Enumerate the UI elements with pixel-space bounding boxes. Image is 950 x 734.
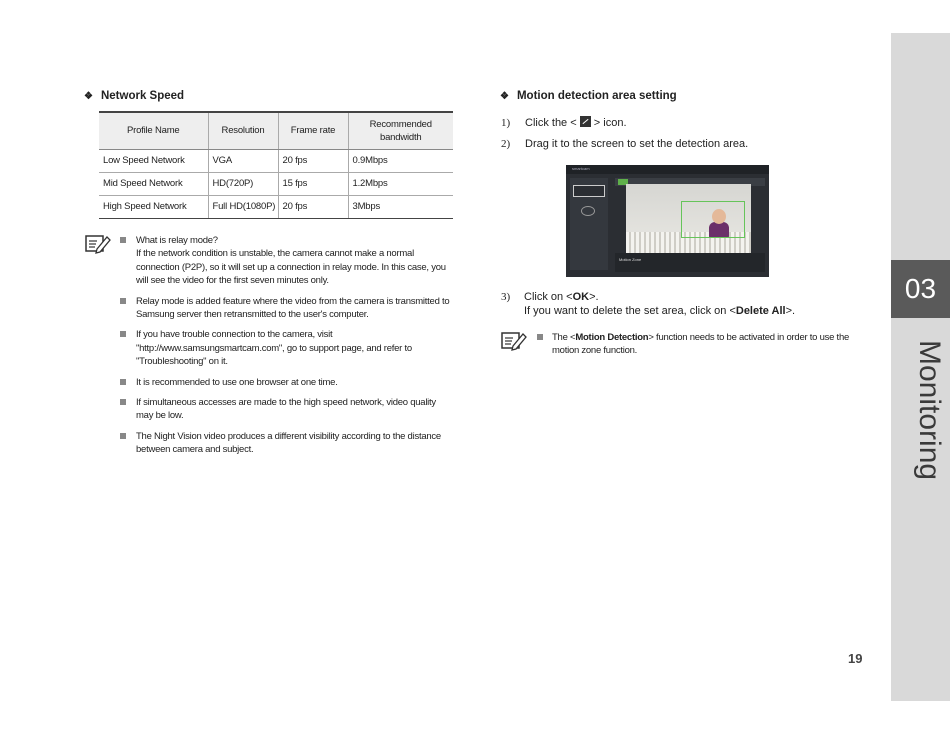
diamond-bullet-icon: ❖: [84, 91, 93, 102]
screenshot-logo: smartcam: [572, 166, 590, 171]
table-cell: 3Mbps: [348, 195, 453, 218]
motion-zone-screenshot: [566, 165, 769, 277]
table-cell: High Speed Network: [99, 195, 208, 218]
list-item: The <Motion Detection> function needs to be activated in order to use the motion zone function.: [537, 331, 867, 358]
diamond-bullet-icon: ❖: [500, 91, 509, 102]
column-header: Recommended bandwidth: [348, 112, 453, 149]
table-cell: VGA: [208, 149, 278, 172]
column-header: Frame rate: [278, 112, 348, 149]
table-cell: 1.2Mbps: [348, 172, 453, 195]
table-cell: 20 fps: [278, 149, 348, 172]
list-item: If simultaneous accesses are made to the high speed network, video quality may be low.: [120, 396, 455, 423]
list-item: It is recommended to use one browser at one time.: [120, 376, 455, 389]
list-item: Relay mode is added feature where the video from the camera is transmitted to Samsung server then retransmitted to the user's computer.: [120, 295, 455, 322]
motion-zone-rectangle: [681, 201, 745, 238]
column-header: Resolution: [208, 112, 278, 149]
table-header-row: [99, 112, 453, 149]
table-row: [99, 195, 453, 218]
note-icon: [501, 331, 527, 351]
screenshot-topbar: [566, 165, 769, 174]
list-item: What is relay mode? If the network condition is unstable, the camera cannot make a normal connection (P2P), so it will set up a connection in relay mode. In this case, you will see the video for the first seven minutes only.: [120, 234, 455, 288]
network-speed-table: [99, 111, 453, 219]
screenshot-camera-thumb: [573, 185, 605, 197]
list-item: The Night Vision video produces a different visibility according to the distance between camera and subject.: [120, 430, 455, 457]
chapter-title: Monitoring: [913, 340, 946, 481]
table-cell: 0.9Mbps: [348, 149, 453, 172]
table-row: [99, 172, 453, 195]
table-cell: Low Speed Network: [99, 149, 208, 172]
motion-area-notes: [537, 331, 867, 358]
screenshot-bottombar: [615, 253, 765, 272]
network-speed-notes: [120, 234, 455, 464]
table-row: [99, 149, 453, 172]
table-cell: 15 fps: [278, 172, 348, 195]
screenshot-left-panel: [570, 178, 608, 270]
column-header: Profile Name: [99, 112, 208, 149]
table-cell: 20 fps: [278, 195, 348, 218]
motion-zone-icon: [580, 116, 591, 127]
table-cell: Mid Speed Network: [99, 172, 208, 195]
page-number: 19: [848, 651, 863, 666]
network-speed-heading: ❖ Network Speed: [84, 90, 185, 102]
screenshot-motion-zone-label: Motion Zone: [619, 257, 642, 262]
note-icon: [85, 234, 111, 254]
list-item: If you have trouble connection to the camera, visit "http://www.samsungsmartcam.com", go to support page, and refer to "Troubleshooting" on it.: [120, 328, 455, 368]
table-cell: Full HD(1080P): [208, 195, 278, 218]
chapter-number: 03: [891, 260, 950, 318]
motion-area-heading: ❖ Motion detection area setting: [500, 90, 677, 102]
screenshot-camera-icon: [581, 206, 595, 216]
table-cell: HD(720P): [208, 172, 278, 195]
